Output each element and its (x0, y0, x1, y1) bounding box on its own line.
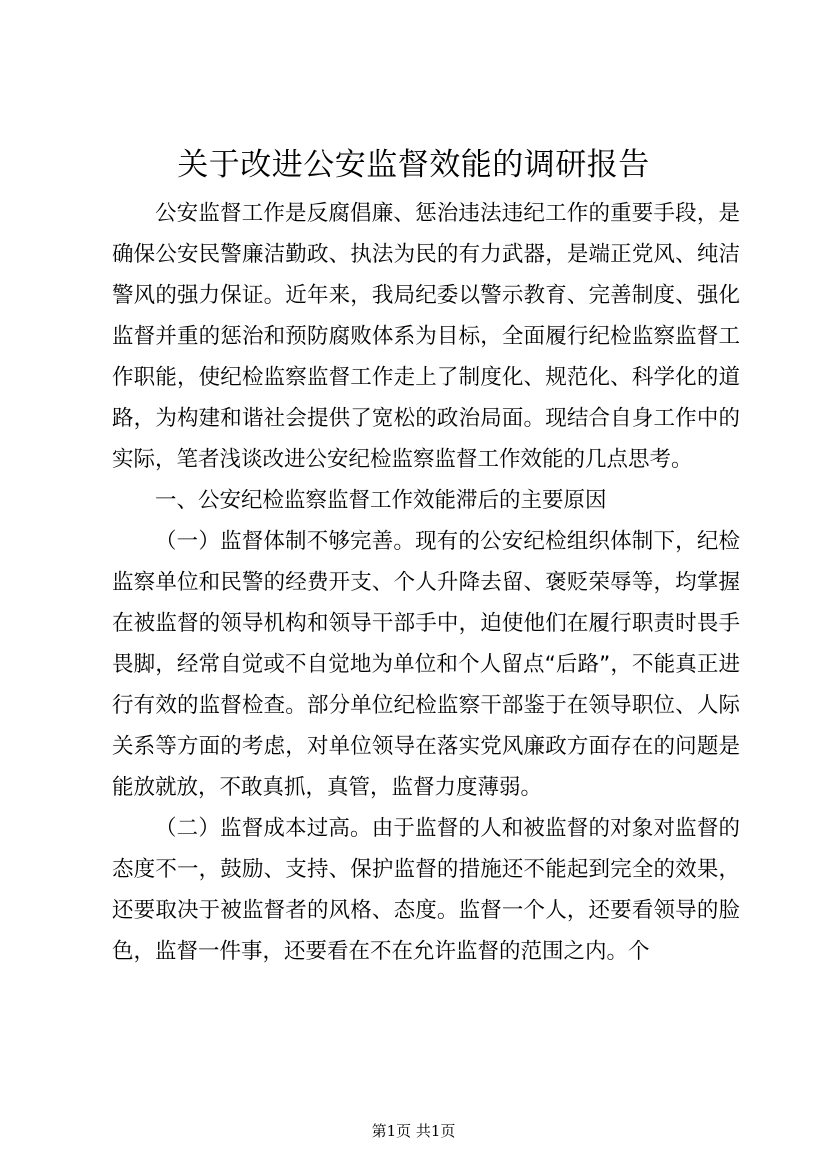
paragraph-subsection-2: （二）监督成本过高。由于监督的人和被监督的对象对监督的态度不一，鼓励、支持、保护监督的措施还不能起到完全的效果，还要取决于被监督者的风格、态度。监督一个人，还要看领导的脸色，监督一件事，还要看在不在允许监督的范围之内。个 (112, 816, 740, 964)
document-title: 关于改进公安监督效能的调研报告 (177, 147, 650, 183)
document-body (112, 193, 740, 972)
paragraph-subsection-1: （一）监督体制不够完善。现有的公安纪检组织体制下，纪检监察单位和民警的经费开支、个人升降去留、褒贬荣辱等，均掌握在被监督的领导机构和领导干部手中，迫使他们在履行职责时畏手畏脚，经常自觉或不自觉地为单位和个人留点“后路”，不能真正进行有效的监督检查。部分单位纪检监察干部鉴于在领导职位、人际关系等方面的考虑，对单位领导在落实党风廉政方面存在的问题是能放就放，不敢真抓，真管，监督力度薄弱。 (112, 529, 740, 800)
section-heading-1: 一、公安纪检监察监督工作效能滞后的主要原因 (155, 488, 607, 513)
paragraph-intro: 公安监督工作是反腐倡廉、惩治违法违纪工作的重要手段，是确保公安民警廉洁勤政、执法为民的有力武器，是端正党风、纯洁警风的强力保证。近年来，我局纪委以警示教育、完善制度、强化监督并重的惩治和预防腐败体系为目标，全面履行纪检监察监督工作职能，使纪检监察监督工作走上了制度化、规范化、科学化的道路，为构建和谐社会提供了宽松的政治局面。现结合自身工作中的实际，笔者浅谈改进公安纪检监察监督工作效能的几点思考。 (112, 201, 740, 472)
page-footer: 第1页 共1页 (371, 1122, 456, 1140)
